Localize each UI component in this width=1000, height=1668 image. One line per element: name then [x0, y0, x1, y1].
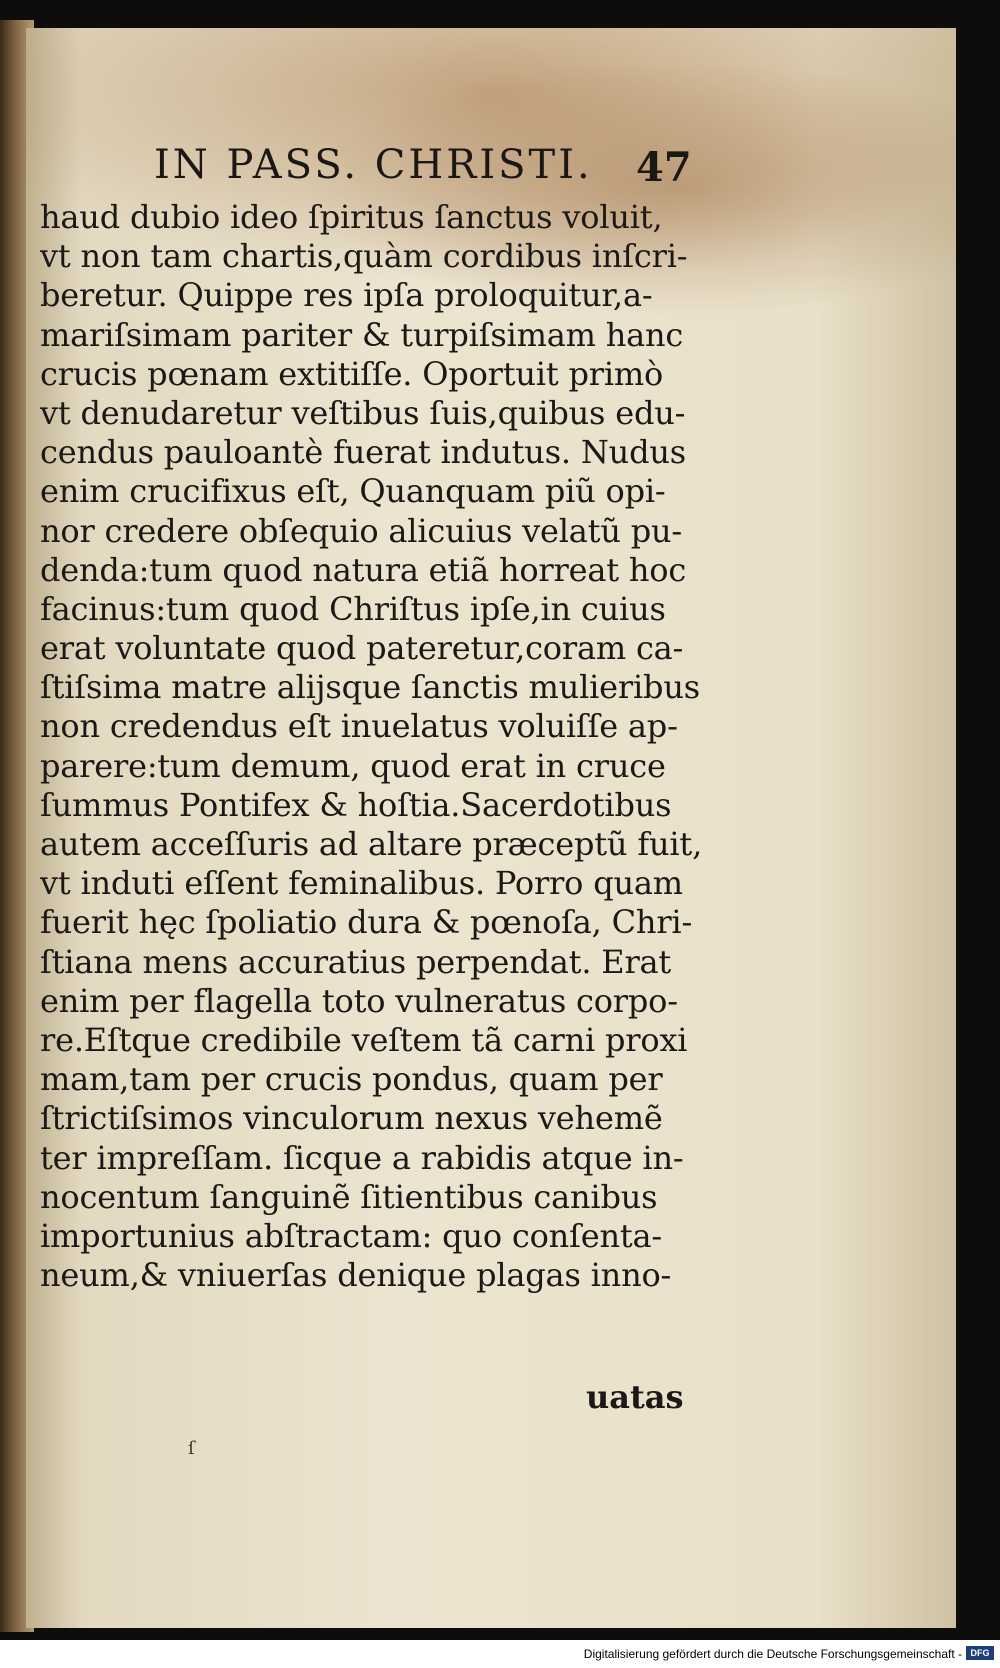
text-line: ſtrictiſsimos vinculorum nexus vehemẽ [40, 1099, 663, 1138]
text-line: nor credere obſequio alicuius velatũ pu- [40, 511, 683, 550]
text-line: cendus pauloantè fuerat indutus. Nudus [40, 433, 686, 472]
text-line: enim crucifixus eſt, Quanquam piũ opi- [40, 472, 666, 511]
text-line: vt denudaretur veſtibus ſuis,quibus edu- [40, 393, 686, 432]
text-line: importunius abſtractam: quo conſenta- [40, 1216, 663, 1255]
text-line: ſummus Pontifex & hoſtia.Sacerdotibus [40, 785, 672, 824]
dfg-logo-icon: DFG [966, 1646, 994, 1660]
text-line: neum,& vniuerſas denique plagas inno- [40, 1256, 672, 1295]
page-number: 47 [636, 144, 692, 191]
text-line: vt induti eſſent feminalibus. Porro quam [40, 864, 683, 903]
text-line: parere:tum demum, quod erat in cruce [40, 746, 666, 785]
text-line: mam,tam per crucis pondus, quam per [40, 1060, 663, 1099]
text-line: ſtiana mens accuratius perpendat. Erat [40, 942, 672, 981]
catchword: uatas [586, 1378, 684, 1416]
text-line: autem acceſſuris ad altare præceptũ fuit, [40, 825, 703, 863]
text-line: beretur. Quippe res ipſa proloquitur,a- [40, 276, 653, 315]
text-line: erat voluntate quod pateretur,coram ca- [40, 629, 684, 668]
text-line: enim per flagella toto vulneratus corpo- [40, 981, 678, 1020]
text-line: ſtiſsima matre alijsque ſanctis mulieribus [40, 668, 700, 707]
text-line: facinus:tum quod Chriſtus ipſe,in cuius [40, 589, 666, 628]
signature-mark: ſ [188, 1438, 195, 1459]
funding-credit: Digitalisierung gefördert durch die Deutsche Forschungsgemeinschaft - [583, 1647, 962, 1661]
text-line: vt non tam chartis,quàm cordibus inſcri- [40, 237, 688, 276]
footer-bar [0, 1640, 1000, 1668]
text-line: crucis pœnam extitiſſe. Oportuit primò [40, 354, 664, 393]
text-line: mariſsimam pariter & turpiſsimam hanc [40, 315, 684, 354]
text-line: ter impreſſam. ſicque a rabidis atque in- [40, 1138, 684, 1177]
text-line: fuerit hęc ſpoliatio dura & pœnoſa, Chri- [40, 903, 693, 942]
text-line: haud dubio ideo ſpiritus ſanctus voluit, [40, 198, 663, 236]
text-line: nocentum ſanguinẽ ſitientibus canibus [40, 1177, 658, 1216]
body-text [40, 198, 703, 1295]
book-page [26, 28, 956, 1628]
running-head: IN PASS. CHRISTI. [154, 142, 593, 188]
text-line: re.Eſtque credibile veſtem tã carni proxi [40, 1020, 688, 1059]
text-line: denda:tum quod natura etiã horreat hoc [40, 550, 687, 589]
text-line: non credendus eſt inuelatus voluiſſe ap- [40, 707, 678, 746]
page-header [26, 130, 956, 190]
